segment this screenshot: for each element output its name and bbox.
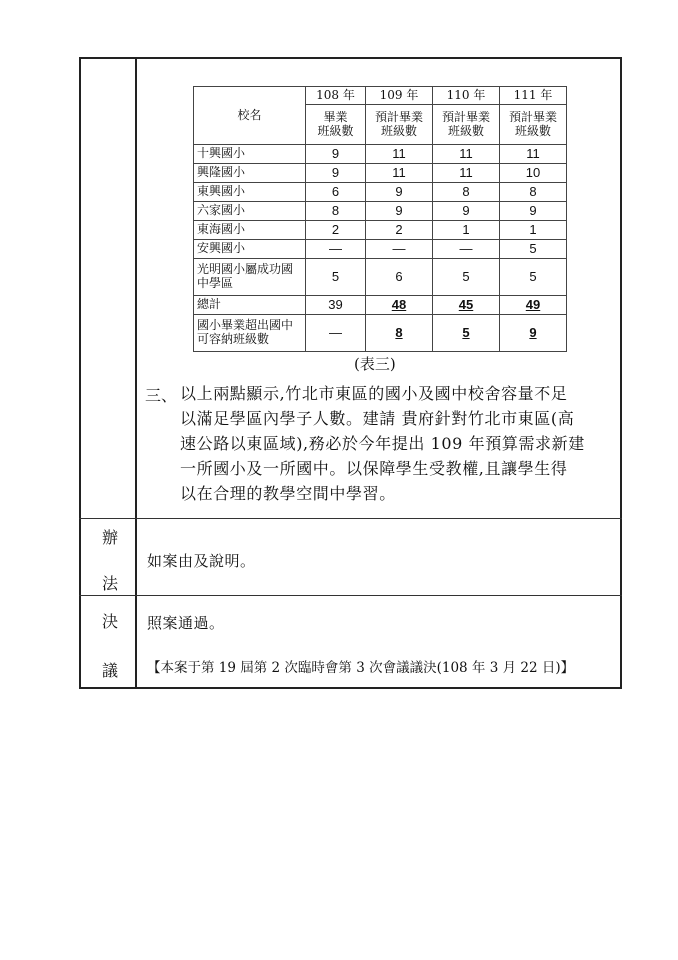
- cell-value: 2: [366, 221, 433, 240]
- cell-value: 11: [433, 164, 500, 183]
- cell-value: 1: [433, 221, 500, 240]
- cell-value: 9: [306, 145, 366, 164]
- subheader: 畢業 班級數: [306, 105, 366, 145]
- section-paragraph: [180, 381, 620, 506]
- cell-value: 11: [433, 145, 500, 164]
- paragraph-line: 以滿足學區內學子人數。建請 貴府針對竹北市東區(高: [180, 409, 575, 428]
- cell-value: 11: [366, 164, 433, 183]
- table-row: [194, 145, 567, 164]
- cell-value: 8: [306, 202, 366, 221]
- school-name: 東興國小: [194, 183, 306, 202]
- cell-value: —: [306, 240, 366, 259]
- year-header: 108 年: [306, 87, 366, 105]
- cell-value: 8: [500, 183, 567, 202]
- cell-value: 2: [306, 221, 366, 240]
- table-row-total: [194, 296, 567, 315]
- cell-value: 9: [433, 202, 500, 221]
- table-row: [194, 259, 567, 296]
- section-number: 三、: [145, 386, 178, 405]
- cell-value: 5: [306, 259, 366, 296]
- method-label-top: 辦: [102, 528, 119, 547]
- cell-value: 5: [500, 240, 567, 259]
- subheader: 預計畢業 班級數: [366, 105, 433, 145]
- row-divider-resolution: [79, 595, 622, 596]
- resolution-text: 照案通過。: [147, 614, 225, 632]
- row-divider-method: [79, 518, 622, 519]
- table-row-excess: [194, 315, 567, 352]
- paragraph-line: 以上兩點顯示,竹北市東區的國小及國中校舍容量不足: [180, 384, 568, 403]
- cell-value: 5: [433, 315, 500, 352]
- table-row: [194, 202, 567, 221]
- table-row: [194, 183, 567, 202]
- school-name: 六家國小: [194, 202, 306, 221]
- cell-value: 9: [366, 183, 433, 202]
- table-row: [194, 221, 567, 240]
- school-name: 光明國小屬成功國中學區: [194, 259, 306, 296]
- cell-value: 8: [366, 315, 433, 352]
- cell-value: 11: [366, 145, 433, 164]
- resolution-note: 【本案于第 19 屆第 2 次臨時會第 3 次會議議決(108 年 3 月 22 日)】: [147, 660, 575, 676]
- cell-value: 11: [500, 145, 567, 164]
- graduation-classes-table: [193, 86, 567, 352]
- school-name: 總計: [194, 296, 306, 315]
- cell-value: 9: [500, 202, 567, 221]
- subheader: 預計畢業 班級數: [433, 105, 500, 145]
- cell-value: —: [366, 240, 433, 259]
- paragraph-line: 一所國小及一所國中。以保障學生受教權,且讓學生得: [180, 459, 568, 478]
- year-header: 110 年: [433, 87, 500, 105]
- cell-value: 39: [306, 296, 366, 315]
- header-school: 校名: [194, 87, 306, 145]
- table-row: [194, 240, 567, 259]
- cell-value: 9: [500, 315, 567, 352]
- resolution-label-bottom: 議: [102, 661, 119, 680]
- method-text: 如案由及說明。: [147, 552, 256, 570]
- year-header: 109 年: [366, 87, 433, 105]
- cell-value: —: [306, 315, 366, 352]
- cell-value: 5: [500, 259, 567, 296]
- table-row: [194, 164, 567, 183]
- cell-value: 1: [500, 221, 567, 240]
- school-name: 國小畢業超出國中可容納班級數: [194, 315, 306, 352]
- year-header: 111 年: [500, 87, 567, 105]
- paragraph-line: 以在合理的教學空間中學習。: [180, 484, 396, 503]
- school-name: 十興國小: [194, 145, 306, 164]
- cell-value: 45: [433, 296, 500, 315]
- cell-value: 10: [500, 164, 567, 183]
- school-name: 東海國小: [194, 221, 306, 240]
- cell-value: 9: [366, 202, 433, 221]
- cell-value: —: [433, 240, 500, 259]
- cell-value: 8: [433, 183, 500, 202]
- cell-value: 48: [366, 296, 433, 315]
- cell-value: 49: [500, 296, 567, 315]
- paragraph-line: 速公路以東區域),務必於今年提出 109 年預算需求新建: [180, 434, 585, 453]
- cell-value: 9: [306, 164, 366, 183]
- cell-value: 6: [366, 259, 433, 296]
- cell-value: 6: [306, 183, 366, 202]
- table-caption: (表三): [354, 355, 396, 373]
- resolution-label-top: 決: [102, 612, 119, 631]
- school-name: 興隆國小: [194, 164, 306, 183]
- cell-value: 5: [433, 259, 500, 296]
- school-name: 安興國小: [194, 240, 306, 259]
- method-label-bottom: 法: [102, 574, 119, 593]
- subheader: 預計畢業 班級數: [500, 105, 567, 145]
